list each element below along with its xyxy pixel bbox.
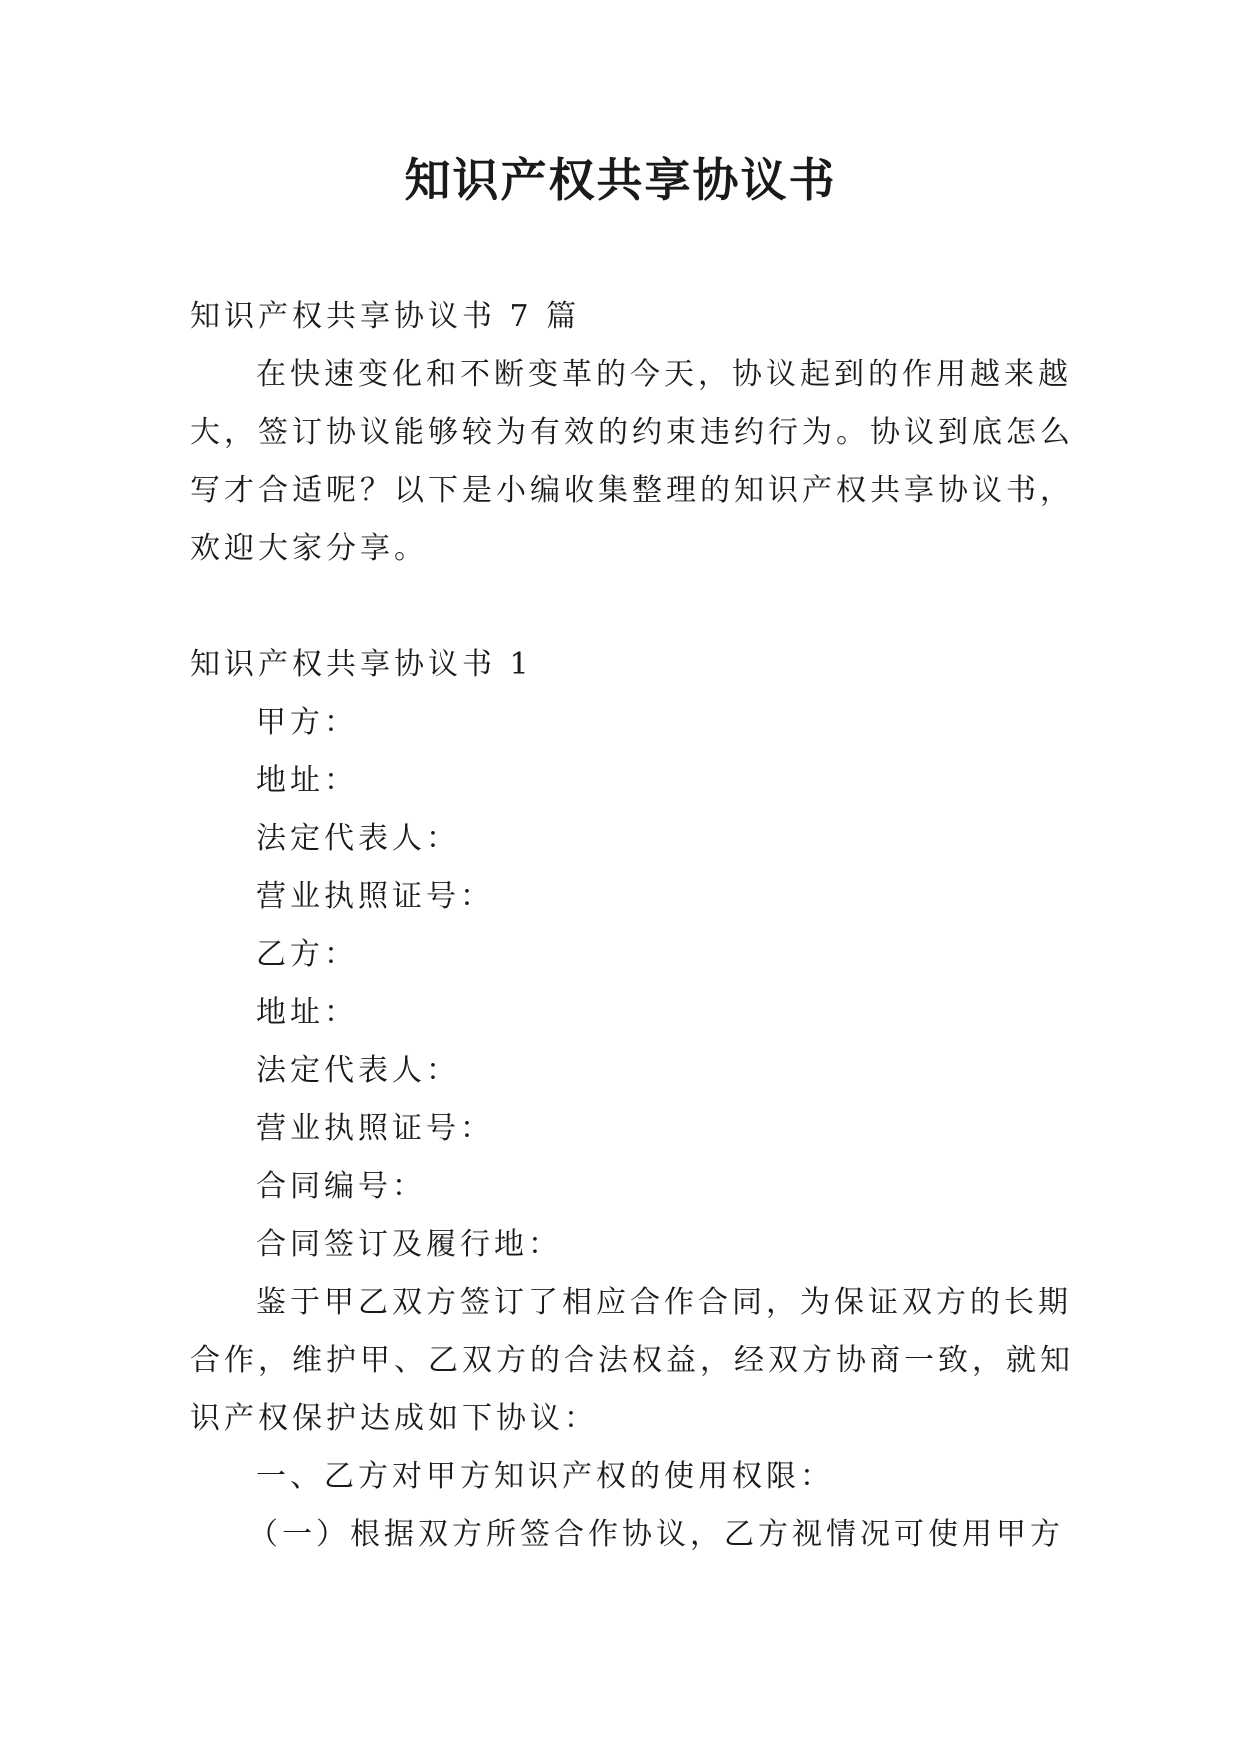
party-a-representative-label: 法定代表人： — [256, 821, 460, 856]
party-a-license-label: 营业执照证号： — [256, 879, 494, 914]
contract-number-label: 合同编号： — [256, 1169, 426, 1204]
preamble-line-2: 合作，维护甲、乙双方的合法权益，经双方协商一致，就知 — [190, 1343, 1074, 1378]
clause-1-heading: 一、乙方对甲方知识产权的使用权限： — [256, 1459, 834, 1494]
preamble-line-1: 鉴于甲乙双方签订了相应合作合同，为保证双方的长期 — [256, 1285, 1072, 1320]
clause-1-item-1: （一）根据双方所签合作协议，乙方视情况可使用甲方 — [248, 1517, 1064, 1552]
party-b-representative-label: 法定代表人： — [256, 1053, 460, 1088]
preamble-line-3: 识产权保护达成如下协议： — [190, 1401, 598, 1436]
party-a-address-label: 地址： — [256, 763, 358, 798]
party-a-label: 甲方： — [256, 705, 358, 740]
intro-line-3: 写才合适呢？以下是小编收集整理的知识产权共享协议书， — [190, 473, 1074, 508]
intro-line-1: 在快速变化和不断变革的今天，协议起到的作用越来越 — [256, 357, 1072, 392]
intro-line-4: 欢迎大家分享。 — [190, 531, 428, 566]
document-title: 知识产权共享协议书 — [404, 153, 837, 207]
intro-line-2: 大，签订协议能够较为有效的约束违约行为。协议到底怎么 — [190, 415, 1074, 450]
paragraph-gap — [190, 578, 1050, 636]
party-b-license-label: 营业执照证号： — [256, 1111, 494, 1146]
section-heading: 知识产权共享协议书 1 — [190, 647, 533, 682]
document-body — [190, 288, 1074, 1564]
contract-place-label: 合同签订及履行地： — [256, 1227, 562, 1262]
party-b-label: 乙方： — [256, 937, 358, 972]
party-b-address-label: 地址： — [256, 995, 358, 1030]
subtitle-line: 知识产权共享协议书 7 篇 — [190, 299, 581, 334]
